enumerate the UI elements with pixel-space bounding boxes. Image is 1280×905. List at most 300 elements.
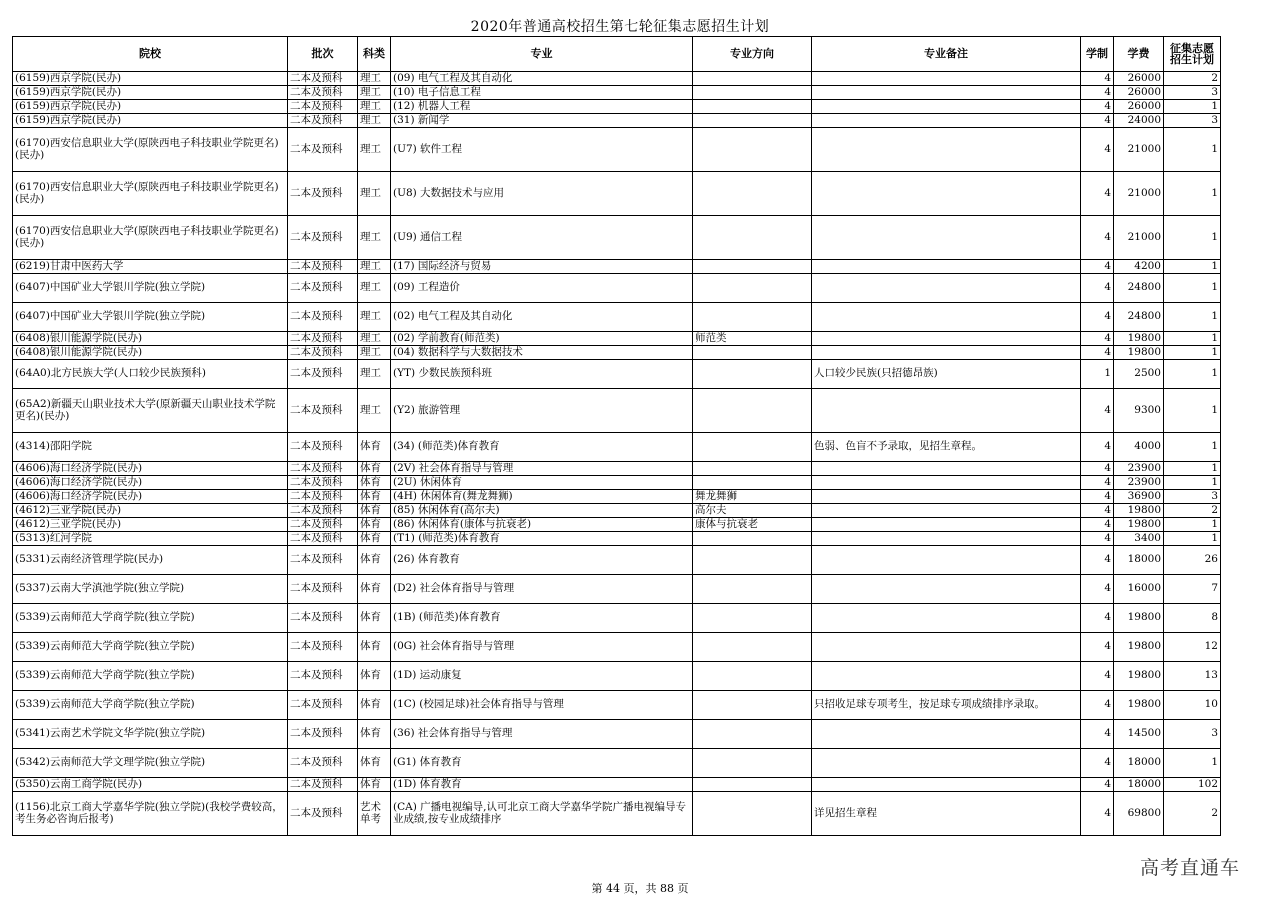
cell-major: (YT) 少数民族预科班 [391,360,693,389]
cell-school: (1156)北京工商大学嘉华学院(独立学院)(我校学费较高，考生务必咨询后报考) [13,792,288,836]
cell-note [812,100,1081,114]
cell-major: (U7) 软件工程 [391,128,693,172]
cell-fee: 16000 [1114,575,1164,604]
cell-plan: 2 [1164,792,1221,836]
cell-major: (D2) 社会体育指导与管理 [391,575,693,604]
cell-plan: 3 [1164,86,1221,100]
cell-years: 4 [1081,749,1114,778]
cell-school: (6159)西京学院(民办) [13,72,288,86]
cell-years: 4 [1081,346,1114,360]
cell-plan: 102 [1164,778,1221,792]
cell-note [812,462,1081,476]
cell-years: 4 [1081,792,1114,836]
cell-years: 4 [1081,518,1114,532]
header-note: 专业备注 [812,37,1081,72]
cell-note [812,532,1081,546]
cell-batch: 二本及预科 [288,433,358,462]
cell-type: 理工 [358,389,391,433]
cell-fee: 19800 [1114,691,1164,720]
cell-type: 体育 [358,532,391,546]
cell-major: (1B) (师范类)体育教育 [391,604,693,633]
header-direction: 专业方向 [693,37,812,72]
cell-note [812,518,1081,532]
table-row [13,274,1221,303]
cell-note [812,389,1081,433]
cell-plan: 1 [1164,462,1221,476]
cell-years: 4 [1081,128,1114,172]
cell-direction [693,604,812,633]
cell-note: 色弱、色盲不予录取，见招生章程。 [812,433,1081,462]
cell-batch: 二本及预科 [288,462,358,476]
cell-major: (0G) 社会体育指导与管理 [391,633,693,662]
cell-direction [693,114,812,128]
cell-school: (6170)西安信息职业大学(原陕西电子科技职业学院更名)(民办) [13,128,288,172]
cell-type: 理工 [358,172,391,216]
cell-direction [693,128,812,172]
cell-school: (6408)银川能源学院(民办) [13,346,288,360]
cell-batch: 二本及预科 [288,100,358,114]
table-row [13,546,1221,575]
cell-years: 1 [1081,360,1114,389]
table-row [13,749,1221,778]
table-header-row [13,37,1221,72]
table-row [13,216,1221,260]
cell-plan: 8 [1164,604,1221,633]
cell-years: 4 [1081,332,1114,346]
cell-type: 体育 [358,662,391,691]
table-row [13,433,1221,462]
cell-fee: 26000 [1114,100,1164,114]
cell-school: (6159)西京学院(民办) [13,86,288,100]
cell-plan: 1 [1164,749,1221,778]
cell-school: (5339)云南师范大学商学院(独立学院) [13,633,288,662]
cell-school: (4606)海口经济学院(民办) [13,476,288,490]
watermark: 高考直通车 [1140,857,1241,879]
table-row [13,100,1221,114]
table-row [13,518,1221,532]
cell-major: (CA) 广播电视编导,认可北京工商大学嘉华学院广播电视编导专业成绩,按专业成绩排序 [391,792,693,836]
cell-fee: 18000 [1114,778,1164,792]
cell-direction [693,216,812,260]
cell-type: 理工 [358,360,391,389]
cell-fee: 14500 [1114,720,1164,749]
header-plan: 征集志愿招生计划 [1164,37,1221,72]
cell-note [812,72,1081,86]
cell-school: (5339)云南师范大学商学院(独立学院) [13,691,288,720]
cell-major: (02) 电气工程及其自动化 [391,303,693,332]
cell-type: 体育 [358,691,391,720]
cell-school: (5337)云南大学滇池学院(独立学院) [13,575,288,604]
cell-type: 体育 [358,749,391,778]
cell-batch: 二本及预科 [288,778,358,792]
cell-fee: 19800 [1114,504,1164,518]
cell-plan: 3 [1164,114,1221,128]
cell-years: 4 [1081,274,1114,303]
cell-note [812,662,1081,691]
cell-school: (5339)云南师范大学商学院(独立学院) [13,604,288,633]
cell-fee: 19800 [1114,633,1164,662]
cell-plan: 1 [1164,303,1221,332]
cell-note [812,114,1081,128]
cell-fee: 9300 [1114,389,1164,433]
cell-school: (5313)红河学院 [13,532,288,546]
cell-batch: 二本及预科 [288,749,358,778]
table-row [13,662,1221,691]
cell-years: 4 [1081,389,1114,433]
table-row [13,303,1221,332]
cell-plan: 1 [1164,518,1221,532]
cell-type: 体育 [358,778,391,792]
cell-batch: 二本及预科 [288,389,358,433]
table-row [13,720,1221,749]
cell-batch: 二本及预科 [288,86,358,100]
cell-school: (5342)云南师范大学文理学院(独立学院) [13,749,288,778]
cell-type: 体育 [358,633,391,662]
table-row [13,128,1221,172]
cell-direction [693,720,812,749]
page-footer: 第 44 页，共 88 页 [591,882,689,895]
cell-years: 4 [1081,546,1114,575]
cell-direction [693,575,812,604]
cell-school: (4606)海口经济学院(民办) [13,490,288,504]
cell-plan: 1 [1164,389,1221,433]
header-fee: 学费 [1114,37,1164,72]
cell-type: 体育 [358,433,391,462]
cell-major: (09) 电气工程及其自动化 [391,72,693,86]
cell-type: 理工 [358,274,391,303]
header-years: 学制 [1081,37,1114,72]
cell-note [812,504,1081,518]
cell-years: 4 [1081,662,1114,691]
cell-direction [693,260,812,274]
cell-years: 4 [1081,691,1114,720]
cell-type: 理工 [358,128,391,172]
table-row [13,633,1221,662]
table-row [13,504,1221,518]
cell-direction [693,274,812,303]
cell-batch: 二本及预科 [288,216,358,260]
cell-years: 4 [1081,433,1114,462]
cell-note [812,86,1081,100]
cell-major: (2V) 社会体育指导与管理 [391,462,693,476]
cell-fee: 19800 [1114,518,1164,532]
cell-batch: 二本及预科 [288,532,358,546]
cell-batch: 二本及预科 [288,303,358,332]
table-row [13,260,1221,274]
table-row [13,691,1221,720]
cell-batch: 二本及预科 [288,604,358,633]
cell-school: (6170)西安信息职业大学(原陕西电子科技职业学院更名)(民办) [13,172,288,216]
header-major: 专业 [391,37,693,72]
cell-major: (85) 休闲体育(高尔夫) [391,504,693,518]
cell-plan: 3 [1164,490,1221,504]
cell-major: (2U) 休闲体育 [391,476,693,490]
cell-major: (U8) 大数据技术与应用 [391,172,693,216]
cell-fee: 21000 [1114,216,1164,260]
cell-plan: 1 [1164,128,1221,172]
cell-school: (65A2)新疆天山职业技术大学(原新疆天山职业技术学院更名)(民办) [13,389,288,433]
cell-type: 理工 [358,114,391,128]
cell-plan: 1 [1164,216,1221,260]
table-row [13,389,1221,433]
cell-note [812,346,1081,360]
cell-direction [693,778,812,792]
cell-batch: 二本及预科 [288,518,358,532]
cell-fee: 21000 [1114,128,1164,172]
cell-type: 理工 [358,216,391,260]
cell-school: (6219)甘肃中医药大学 [13,260,288,274]
cell-years: 4 [1081,476,1114,490]
cell-plan: 1 [1164,532,1221,546]
cell-fee: 26000 [1114,86,1164,100]
cell-type: 体育 [358,504,391,518]
cell-batch: 二本及预科 [288,633,358,662]
cell-years: 4 [1081,114,1114,128]
table-row [13,172,1221,216]
cell-plan: 26 [1164,546,1221,575]
cell-direction [693,172,812,216]
cell-note [812,274,1081,303]
cell-plan: 2 [1164,504,1221,518]
cell-type: 理工 [358,303,391,332]
cell-batch: 二本及预科 [288,72,358,86]
table-row [13,346,1221,360]
cell-type: 理工 [358,346,391,360]
cell-batch: 二本及预科 [288,691,358,720]
cell-school: (5339)云南师范大学商学院(独立学院) [13,662,288,691]
cell-note [812,778,1081,792]
cell-type: 体育 [358,490,391,504]
cell-note [812,720,1081,749]
cell-school: (6408)银川能源学院(民办) [13,332,288,346]
cell-batch: 二本及预科 [288,172,358,216]
cell-major: (02) 学前教育(师范类) [391,332,693,346]
cell-plan: 1 [1164,172,1221,216]
cell-years: 4 [1081,303,1114,332]
cell-fee: 36900 [1114,490,1164,504]
cell-years: 4 [1081,260,1114,274]
cell-note [812,476,1081,490]
cell-school: (5341)云南艺术学院文华学院(独立学院) [13,720,288,749]
cell-fee: 21000 [1114,172,1164,216]
header-batch: 批次 [288,37,358,72]
cell-batch: 二本及预科 [288,114,358,128]
table-row [13,114,1221,128]
cell-school: (5331)云南经济管理学院(民办) [13,546,288,575]
cell-school: (4612)三亚学院(民办) [13,504,288,518]
table-row [13,86,1221,100]
cell-plan: 1 [1164,360,1221,389]
cell-note [812,633,1081,662]
cell-note [812,172,1081,216]
cell-note [812,490,1081,504]
cell-plan: 1 [1164,260,1221,274]
cell-type: 理工 [358,86,391,100]
cell-major: (1D) 体育教育 [391,778,693,792]
cell-direction [693,662,812,691]
cell-plan: 1 [1164,476,1221,490]
cell-fee: 3400 [1114,532,1164,546]
cell-batch: 二本及预科 [288,490,358,504]
cell-type: 体育 [358,546,391,575]
cell-fee: 69800 [1114,792,1164,836]
cell-type: 体育 [358,720,391,749]
cell-batch: 二本及预科 [288,274,358,303]
table-row [13,360,1221,389]
table-row [13,792,1221,836]
cell-fee: 19800 [1114,346,1164,360]
cell-major: (12) 机器人工程 [391,100,693,114]
cell-direction [693,462,812,476]
cell-batch: 二本及预科 [288,662,358,691]
cell-major: (26) 体育教育 [391,546,693,575]
cell-batch: 二本及预科 [288,360,358,389]
cell-plan: 3 [1164,720,1221,749]
cell-school: (6407)中国矿业大学银川学院(独立学院) [13,274,288,303]
cell-note [812,128,1081,172]
cell-major: (10) 电子信息工程 [391,86,693,100]
cell-major: (U9) 通信工程 [391,216,693,260]
table-row [13,604,1221,633]
cell-plan: 12 [1164,633,1221,662]
cell-major: (1D) 运动康复 [391,662,693,691]
cell-fee: 24000 [1114,114,1164,128]
cell-plan: 1 [1164,332,1221,346]
cell-note: 人口较少民族(只招德昂族) [812,360,1081,389]
page-title: 2020年普通高校招生第七轮征集志愿招生计划 [470,19,770,35]
cell-direction [693,633,812,662]
cell-plan: 1 [1164,274,1221,303]
cell-school: (6159)西京学院(民办) [13,114,288,128]
cell-type: 理工 [358,100,391,114]
cell-plan: 1 [1164,100,1221,114]
cell-type: 体育 [358,476,391,490]
table-row [13,476,1221,490]
cell-major: (17) 国际经济与贸易 [391,260,693,274]
cell-years: 4 [1081,100,1114,114]
cell-note [812,604,1081,633]
table-row [13,532,1221,546]
cell-years: 4 [1081,778,1114,792]
cell-fee: 23900 [1114,476,1164,490]
cell-major: (31) 新闻学 [391,114,693,128]
cell-major: (G1) 体育教育 [391,749,693,778]
cell-years: 4 [1081,72,1114,86]
cell-direction: 师范类 [693,332,812,346]
cell-type: 理工 [358,72,391,86]
cell-school: (4612)三亚学院(民办) [13,518,288,532]
header-type: 科类 [358,37,391,72]
cell-years: 4 [1081,575,1114,604]
cell-direction: 高尔夫 [693,504,812,518]
cell-type: 理工 [358,332,391,346]
cell-plan: 7 [1164,575,1221,604]
cell-plan: 10 [1164,691,1221,720]
cell-note [812,546,1081,575]
cell-direction [693,389,812,433]
cell-direction [693,433,812,462]
cell-major: (T1) (师范类)体育教育 [391,532,693,546]
header-school: 院校 [13,37,288,72]
cell-major: (86) 休闲体育(康体与抗衰老) [391,518,693,532]
cell-major: (04) 数据科学与大数据技术 [391,346,693,360]
cell-type: 理工 [358,260,391,274]
cell-fee: 2500 [1114,360,1164,389]
cell-years: 4 [1081,720,1114,749]
cell-major: (Y2) 旅游管理 [391,389,693,433]
cell-major: (36) 社会体育指导与管理 [391,720,693,749]
cell-fee: 4000 [1114,433,1164,462]
cell-fee: 19800 [1114,662,1164,691]
cell-years: 4 [1081,604,1114,633]
cell-direction: 舞龙舞狮 [693,490,812,504]
cell-note [812,332,1081,346]
cell-batch: 二本及预科 [288,332,358,346]
cell-batch: 二本及预科 [288,575,358,604]
cell-direction [693,303,812,332]
cell-batch: 二本及预科 [288,476,358,490]
cell-fee: 4200 [1114,260,1164,274]
cell-direction [693,691,812,720]
table-row [13,462,1221,476]
cell-note: 详见招生章程 [812,792,1081,836]
cell-note [812,216,1081,260]
cell-type: 艺术单考 [358,792,391,836]
cell-direction [693,792,812,836]
cell-batch: 二本及预科 [288,504,358,518]
cell-direction [693,86,812,100]
cell-direction [693,346,812,360]
cell-type: 体育 [358,462,391,476]
cell-major: (34) (师范类)体育教育 [391,433,693,462]
cell-major: (09) 工程造价 [391,274,693,303]
cell-fee: 23900 [1114,462,1164,476]
cell-direction [693,360,812,389]
cell-school: (6170)西安信息职业大学(原陕西电子科技职业学院更名)(民办) [13,216,288,260]
cell-batch: 二本及预科 [288,720,358,749]
cell-note [812,749,1081,778]
cell-direction [693,749,812,778]
cell-direction [693,72,812,86]
cell-type: 体育 [358,518,391,532]
cell-school: (4606)海口经济学院(民办) [13,462,288,476]
cell-fee: 19800 [1114,332,1164,346]
enrollment-plan-table [12,36,1221,836]
cell-years: 4 [1081,86,1114,100]
cell-fee: 24800 [1114,303,1164,332]
cell-plan: 13 [1164,662,1221,691]
cell-school: (6407)中国矿业大学银川学院(独立学院) [13,303,288,332]
cell-school: (5350)云南工商学院(民办) [13,778,288,792]
cell-years: 4 [1081,490,1114,504]
cell-direction [693,546,812,575]
cell-major: (1C) (校园足球)社会体育指导与管理 [391,691,693,720]
cell-direction: 康体与抗衰老 [693,518,812,532]
cell-batch: 二本及预科 [288,546,358,575]
cell-direction [693,532,812,546]
cell-years: 4 [1081,216,1114,260]
cell-years: 4 [1081,504,1114,518]
cell-batch: 二本及预科 [288,128,358,172]
cell-fee: 26000 [1114,72,1164,86]
cell-fee: 18000 [1114,546,1164,575]
cell-type: 体育 [358,575,391,604]
cell-note: 只招收足球专项考生，按足球专项成绩排序录取。 [812,691,1081,720]
table-row [13,778,1221,792]
cell-direction [693,100,812,114]
cell-school: (64A0)北方民族大学(人口较少民族预科) [13,360,288,389]
cell-years: 4 [1081,532,1114,546]
